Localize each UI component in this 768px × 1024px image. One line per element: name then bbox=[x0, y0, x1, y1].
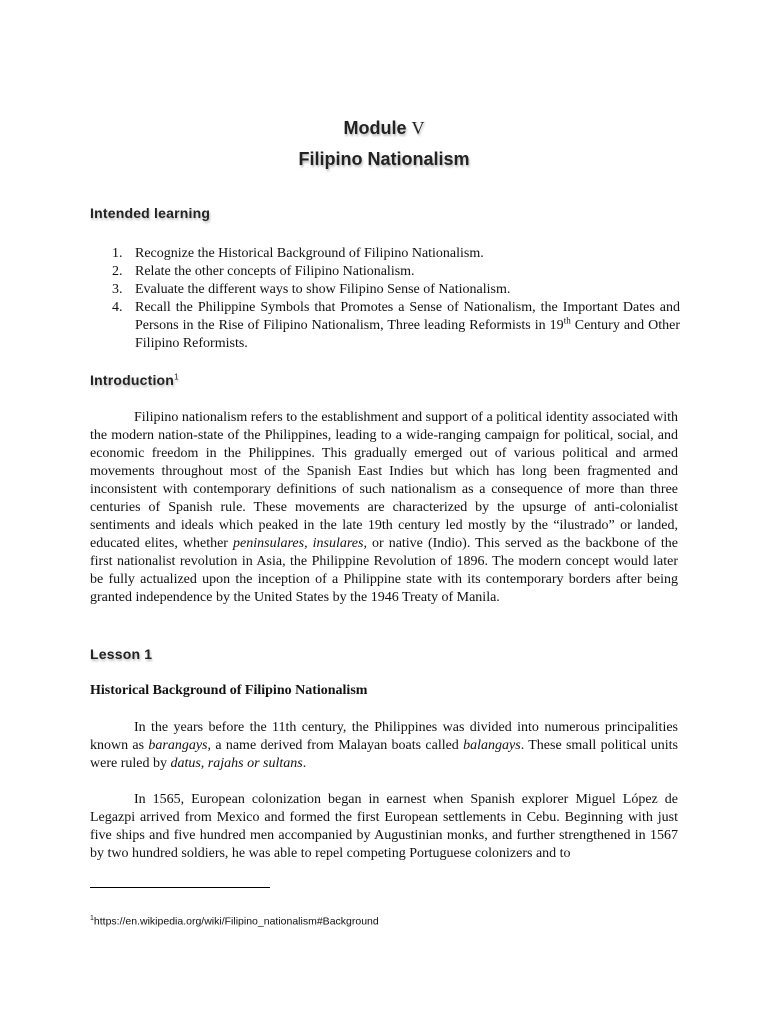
list-item-text: Recognize the Historical Background of Filipino Nationalism. bbox=[135, 246, 484, 261]
introduction-heading bbox=[90, 372, 179, 388]
list-item-text-part: Recall the Philippine Symbols that Promotes a Sense of Nationalism, the Important Dates and Persons in the Rise of Filipino Nationalism, Three leading Reformists in 19 bbox=[135, 300, 680, 333]
list-item-text bbox=[135, 300, 680, 351]
list-number: 1. bbox=[112, 246, 123, 261]
paragraph-text: . These small political units were ruled by bbox=[90, 738, 679, 771]
lesson-paragraph-2: In 1565, European colonization began in earnest when Spanish explorer Miguel López de Legazpi arrived from Mexico and formed the first European settlements in Cebu. Beginning with just five ships and five hundred men accompanied by Augustinian monks, and further strengthened in 1567 by two hundred soldiers, he was able to repel competing Portuguese colonizers and to bbox=[90, 792, 678, 861]
paragraph-text: . bbox=[302, 756, 307, 771]
paragraph-text: , or native (Indio). This served as the backbone of the first nationalist revolution in Asia, the Philippine Revolution of 1896. The modern concept would later be fully actualized upon the inception of a Philippine state with its contemporary borders after being granted independence by the United States by the 1946 Treaty of Manila. bbox=[90, 536, 678, 605]
module-title bbox=[0, 118, 768, 139]
list-item-text-part: Century and Other Filipino Reformists. bbox=[135, 318, 680, 351]
footnote-marker: 1 bbox=[90, 915, 94, 922]
footnote-link[interactable]: https://en.wikipedia.org/wiki/Filipino_nationalism#Background bbox=[93, 915, 379, 928]
list-number: 4. bbox=[112, 300, 123, 315]
list-item bbox=[90, 245, 680, 263]
list-item-text: Evaluate the different ways to show Filipino Sense of Nationalism. bbox=[135, 282, 511, 297]
list-item-text: Relate the other concepts of Filipino Nationalism. bbox=[135, 264, 415, 279]
italic-text: peninsulares, insulares bbox=[233, 536, 364, 551]
footnote bbox=[90, 915, 379, 928]
footnote-divider bbox=[90, 887, 270, 888]
chapter-title: Filipino Nationalism bbox=[298, 149, 470, 169]
list-item bbox=[90, 299, 680, 353]
list-number: 3. bbox=[112, 282, 123, 297]
introduction-heading-text: Introduction bbox=[90, 372, 175, 388]
list-number: 2. bbox=[112, 264, 123, 279]
learning-objectives-list bbox=[90, 245, 680, 353]
footnote-ref[interactable]: 1 bbox=[174, 372, 179, 382]
module-word: Module bbox=[343, 118, 407, 138]
italic-text: barangays bbox=[148, 738, 208, 753]
module-numeral: V bbox=[411, 118, 425, 138]
italic-text: datus, rajahs or sultans bbox=[170, 756, 303, 771]
lesson-title: Historical Background of Filipino Nationalism bbox=[90, 683, 368, 698]
intended-learning-heading: Intended learning bbox=[90, 205, 211, 221]
paragraph-text: , a name derived from Malayan boats called bbox=[207, 738, 464, 753]
lesson-paragraph-1 bbox=[90, 719, 678, 773]
superscript: th bbox=[563, 315, 571, 326]
list-item bbox=[90, 281, 680, 299]
lesson-heading: Lesson 1 bbox=[90, 646, 153, 662]
italic-text: balangays bbox=[463, 738, 521, 753]
list-item bbox=[90, 263, 680, 281]
paragraph-text: Filipino nationalism refers to the establishment and support of a political identity associated with the modern nation-state of the Philippines, leading to a wide-ranging campaign for political, social, and economic freedom in the Philippines. This gradually emerged out of various political and armed movements throughout most of the Spanish East Indies but which has long been fragmented and inconsistent with contemporary definitions of such nationalism as a consequence of more than three centuries of Spanish rule. These movements are characterized by the upsurge of anti-colonialist sentiments and ideals which peaked in the late 19th century led mostly by the “ilustrado” or landed, educated elites, whether bbox=[90, 410, 678, 551]
introduction-paragraph bbox=[90, 409, 678, 607]
paragraph-text: In the years before the 11th century, the Philippines was divided into numerous principalities known as bbox=[90, 720, 678, 753]
